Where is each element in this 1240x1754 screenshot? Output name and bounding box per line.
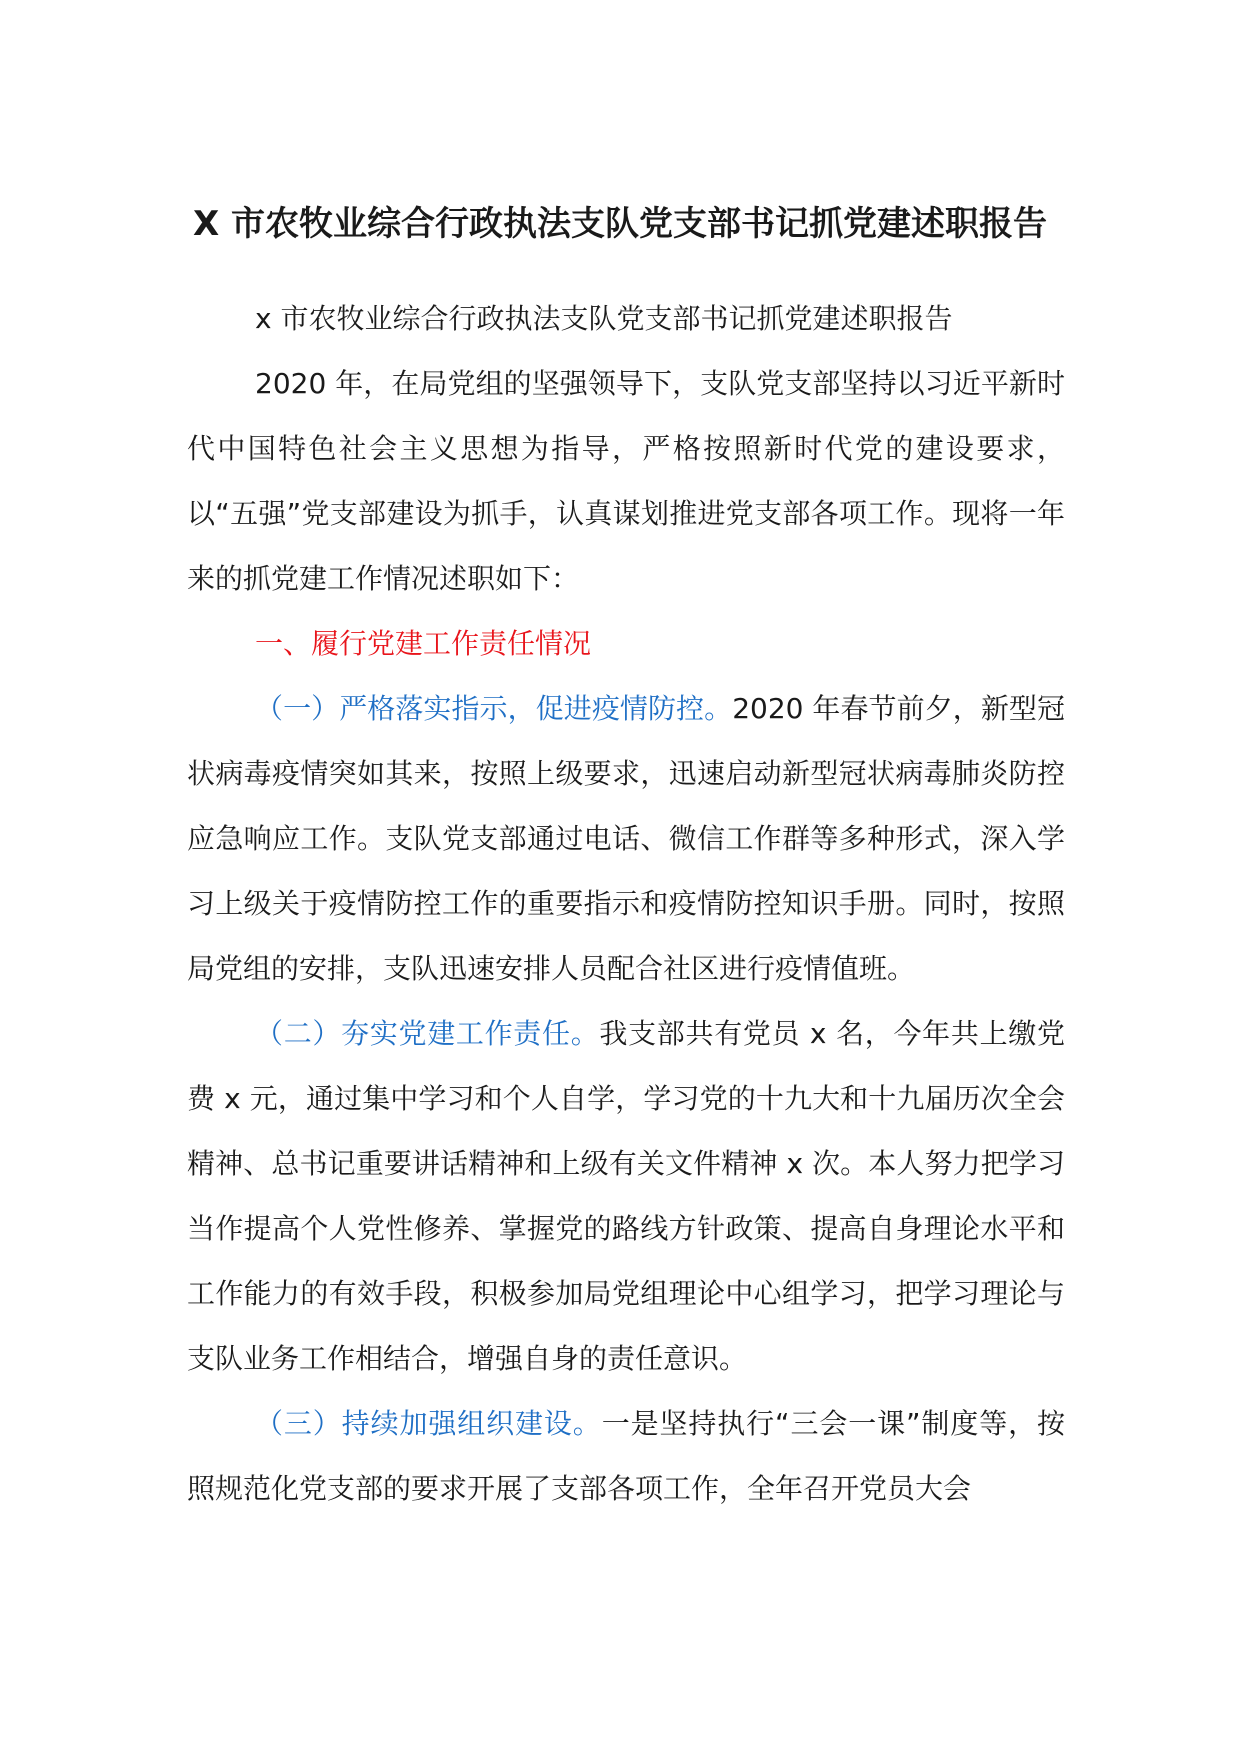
item-2-text: 我支部共有党员 x 名，今年共上缴党费 x 元，通过集中学习和个人自学，学习党的十九大和十九届历次全会精神、总书记重要讲话精神和上级有关文件精神 x 次。本人努力把学习当作提高个人党性修养、掌握党的路线方针政策、提高自身理论水平和工作能力的有效手段，积极参加局党组理论中心组学习，把学习理论与支队业务工作相结合，增强自身的责任意识。 — [187, 1017, 1065, 1375]
item-1-paragraph — [187, 676, 1065, 1001]
item-1-text: 2020 年春节前夕，新型冠状病毒疫情突如其来，按照上级要求，迅速启动新型冠状病毒肺炎防控应急响应工作。支队党支部通过电话、微信工作群等多种形式，深入学习上级关于疫情防控工作的重要指示和疫情防控知识手册。同时，按照局党组的安排，支队迅速安排人员配合社区进行疫情值班。 — [187, 692, 1065, 985]
item-2-heading: （二）夯实党建工作责任。 — [255, 1017, 600, 1050]
item-1-heading: （一）严格落实指示，促进疫情防控。 — [255, 692, 733, 725]
item-3-heading: （三）持续加强组织建设。 — [255, 1407, 602, 1440]
section-heading: 一、履行党建工作责任情况 — [255, 627, 592, 660]
document-body — [187, 286, 1065, 1521]
subtitle-paragraph: x 市农牧业综合行政执法支队党支部书记抓党建述职报告 — [255, 302, 953, 335]
intro-paragraph: 2020 年，在局党组的坚强领导下，支队党支部坚持以习近平新时代中国特色社会主义思想为指导，严格按照新时代党的建设要求，以“五强”党支部建设为抓手，认真谋划推进党支部各项工作。现将一年来的抓党建工作情况述职如下： — [187, 367, 1065, 595]
document-title: X 市农牧业综合行政执法支队党支部书记抓党建述职报告 — [192, 204, 1048, 244]
item-2-paragraph — [187, 1001, 1065, 1391]
item-3-text: 一是坚持执行“三会一课”制度等，按照规范化党支部的要求开展了支部各项工作，全年召开党员大会 — [187, 1407, 1065, 1505]
item-3-paragraph — [187, 1391, 1065, 1521]
